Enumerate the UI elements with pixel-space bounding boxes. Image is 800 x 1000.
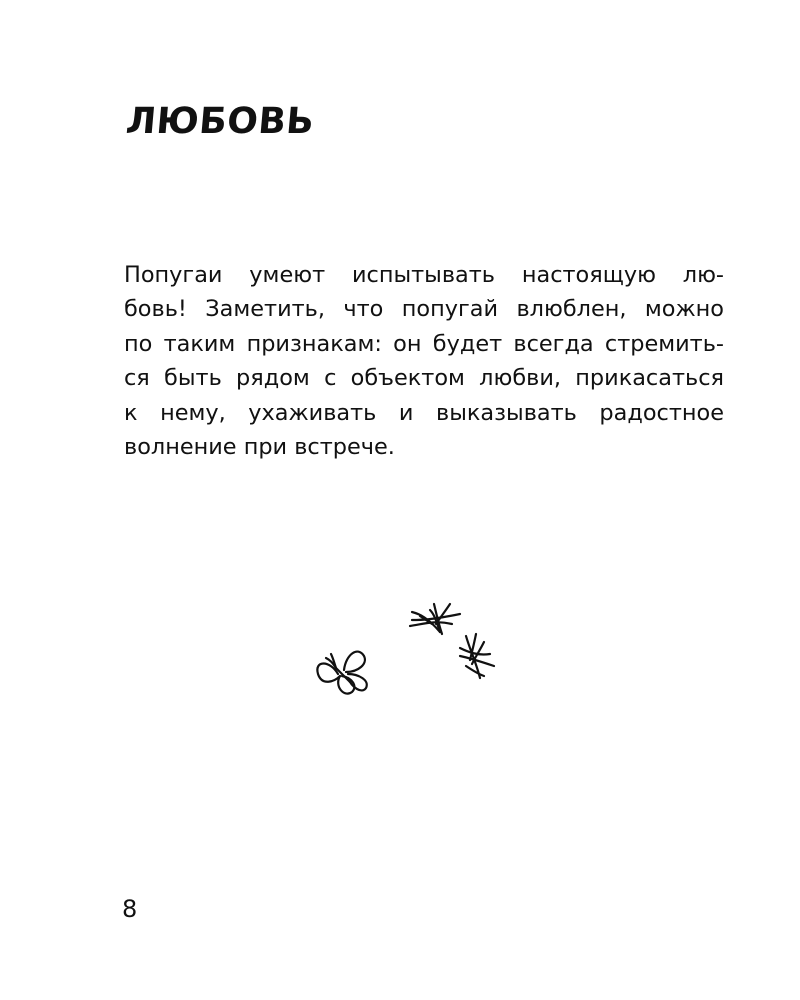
dragonfly-icon bbox=[460, 634, 494, 678]
insects-illustration bbox=[300, 590, 520, 710]
butterfly-icon bbox=[317, 652, 366, 694]
paragraph-line: волнение при встрече. bbox=[124, 433, 395, 460]
paragraph-line: Попугаи умеют испытывать настоящую лю- bbox=[124, 262, 724, 288]
page-title: ЛЮБОВЬ bbox=[124, 101, 317, 142]
paragraph-line: по таким признакам: он будет всегда стремить- bbox=[124, 330, 724, 357]
paragraph-line: ся быть рядом с объектом любви, прикасаться bbox=[124, 365, 724, 392]
body-paragraph bbox=[124, 258, 724, 464]
page-number: 8 bbox=[122, 895, 138, 923]
dragonfly-icon bbox=[410, 604, 460, 634]
paragraph-line: к нему, ухаживать и выказывать радостное bbox=[124, 399, 724, 426]
paragraph-line: бовь! Заметить, что попугай влюблен, можно bbox=[124, 296, 724, 323]
